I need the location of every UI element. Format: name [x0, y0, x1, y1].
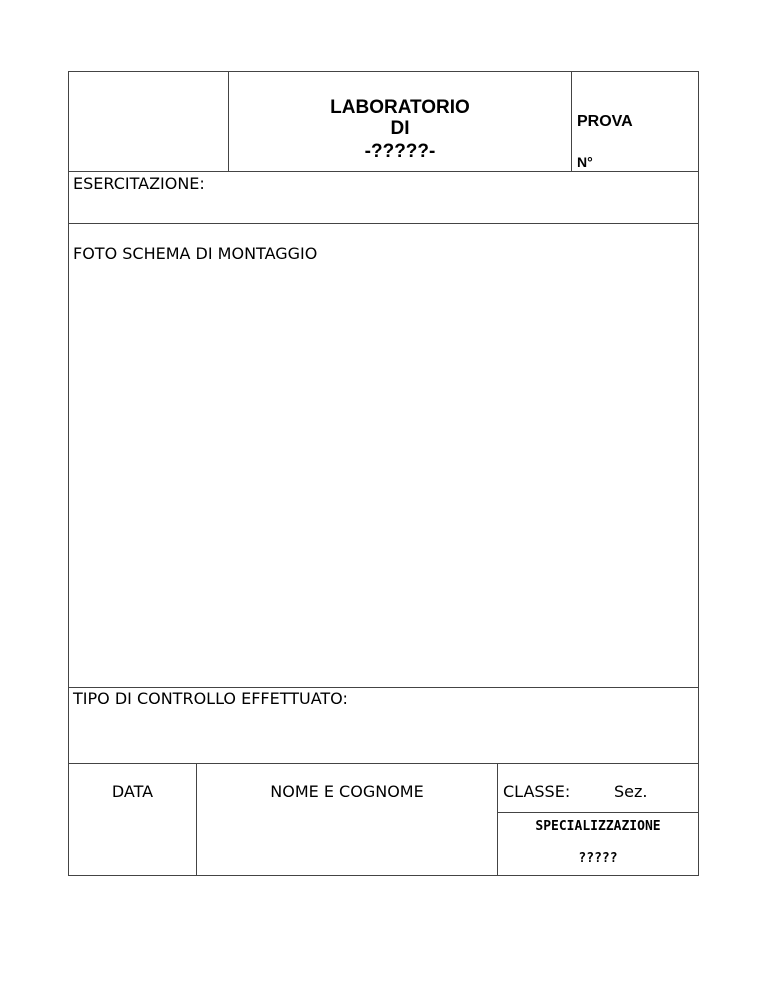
- controllo-bottom-line: [68, 763, 699, 764]
- header-bottom-line: [68, 171, 699, 172]
- prova-label: PROVA: [577, 113, 633, 130]
- foto-schema-label: FOTO SCHEMA DI MONTAGGIO: [73, 244, 318, 263]
- foto-bottom-line: [68, 687, 699, 688]
- data-label: DATA: [111, 782, 154, 801]
- border-right: [698, 71, 699, 876]
- classe-label: CLASSE:: [503, 782, 571, 801]
- nome-cognome-label: NOME E COGNOME: [270, 782, 424, 801]
- border-top: [68, 71, 699, 72]
- esercitazione-bottom-line: [68, 223, 699, 224]
- title-line-2: DI: [390, 118, 410, 139]
- sezione-label: Sez.: [614, 782, 648, 801]
- numero-label: N°: [577, 154, 593, 170]
- title-line-3: -?????-: [364, 141, 436, 162]
- header-divider-right: [571, 71, 572, 172]
- tipo-controllo-label: TIPO DI CONTROLLO EFFETTUATO:: [73, 689, 348, 708]
- esercitazione-label: ESERCITAZIONE:: [73, 174, 205, 193]
- title-line-1: LABORATORIO: [330, 97, 470, 118]
- specializzazione-value: ?????: [578, 851, 618, 866]
- classe-bottom-line: [497, 812, 699, 813]
- border-bottom: [68, 875, 699, 876]
- footer-divider-1: [196, 763, 197, 876]
- border-left: [68, 71, 69, 876]
- specializzazione-label: SPECIALIZZAZIONE: [535, 819, 661, 834]
